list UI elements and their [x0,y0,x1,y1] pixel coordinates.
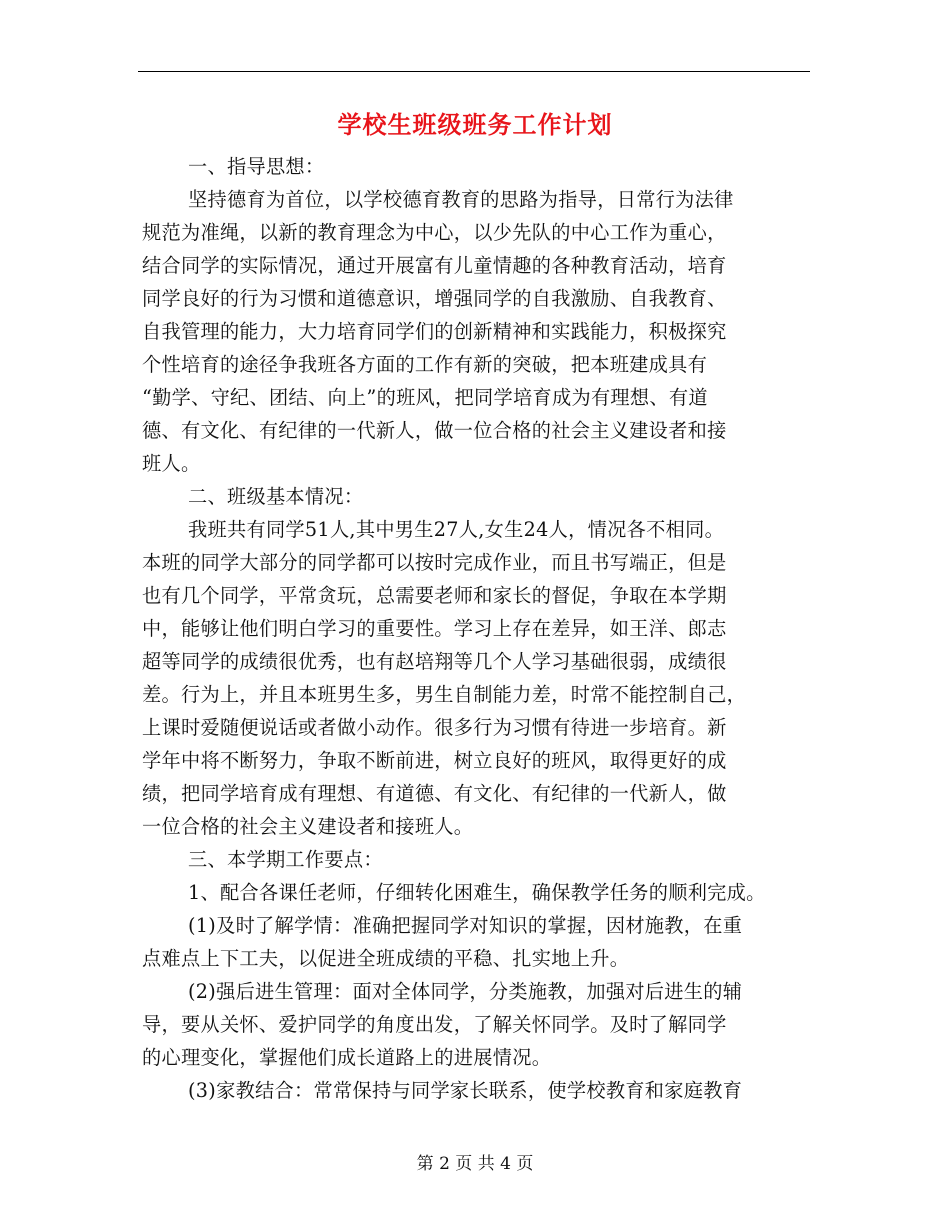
section-heading-guiding-ideology: 一、指导思想： [188,155,325,178]
paragraph-line: 坚持德育为首位，以学校德育教育的思路为指导，日常行为法律 [188,188,734,211]
paragraph-line: 也有几个同学，平常贪玩，总需要老师和家长的督促，争取在本学期 [142,584,727,607]
document-body [142,150,822,1107]
paragraph-line: 同学良好的行为习惯和道德意识，增强同学的自我激励、自我教育、 [142,287,727,310]
section-heading-work-points: 三、本学期工作要点： [188,848,383,871]
paragraph-line: 德、有文化、有纪律的一代新人，做一位合格的社会主义建设者和接 [142,419,727,442]
paragraph-line: 上课时爱随便说话或者做小动作。很多行为习惯有待进一步培育。新 [142,716,727,739]
paragraph-line: 一位合格的社会主义建设者和接班人。 [142,815,474,838]
list-item: (2)强后进生管理：面对全体同学，分类施教，加强对后进生的辅 [188,980,743,1003]
paragraph-line: 本班的同学大部分的同学都可以按时完成作业，而且书写端正，但是 [142,551,727,574]
paragraph-line: 我班共有同学51人,其中男生27人,女生24人，情况各不相同。 [188,518,725,541]
paragraph-line: 自我管理的能力，大力培育同学们的创新精神和实践能力，积极探究 [142,320,727,343]
paragraph-line: 结合同学的实际情况，通过开展富有儿童情趣的各种教育活动，培育 [142,254,727,277]
paragraph-line: 超等同学的成绩很优秀，也有赵培翔等几个人学习基础很弱，成绩很 [142,650,727,673]
paragraph-line: “勤学、守纪、团结、向上”的班风，把同学培育成为有理想、有道 [142,386,708,409]
paragraph-line: 班人。 [142,452,201,475]
paragraph-line: 绩，把同学培育成有理想、有道德、有文化、有纪律的一代新人，做 [142,782,727,805]
list-item: 1、配合各课任老师，仔细转化困难生，确保教学任务的顺利完成。 [188,881,766,904]
paragraph-line: 的心理变化，掌握他们成长道路上的进展情况。 [142,1046,552,1069]
paragraph-line: 中，能够让他们明白学习的重要性。学习上存在差异，如王洋、郎志 [142,617,727,640]
list-item: (1)及时了解学情：准确把握同学对知识的掌握，因材施教，在重 [188,914,743,937]
paragraph-line: 规范为准绳，以新的教育理念为中心，以少先队的中心工作为重心， [142,221,727,244]
paragraph-line: 学年中将不断努力，争取不断前进，树立良好的班风，取得更好的成 [142,749,727,772]
paragraph-line: 差。行为上，并且本班男生多，男生自制能力差，时常不能控制自己， [142,683,747,706]
paragraph-line: 导，要从关怀、爱护同学的角度出发，了解关怀同学。及时了解同学 [142,1013,727,1036]
list-item: (3)家教结合：常常保持与同学家长联系，使学校教育和家庭教育 [188,1079,743,1102]
paragraph-line: 个性培育的途径争我班各方面的工作有新的突破，把本班建成具有 [142,353,708,376]
document-title: 学校生班级班务工作计划 [337,110,613,139]
section-heading-class-info: 二、班级基本情况： [188,485,364,508]
header-rule [138,71,810,72]
paragraph-line: 点难点上下工夫，以促进全班成绩的平稳、扎实地上升。 [142,947,630,970]
page-number-footer: 第 2 页 共 4 页 [416,1154,534,1174]
